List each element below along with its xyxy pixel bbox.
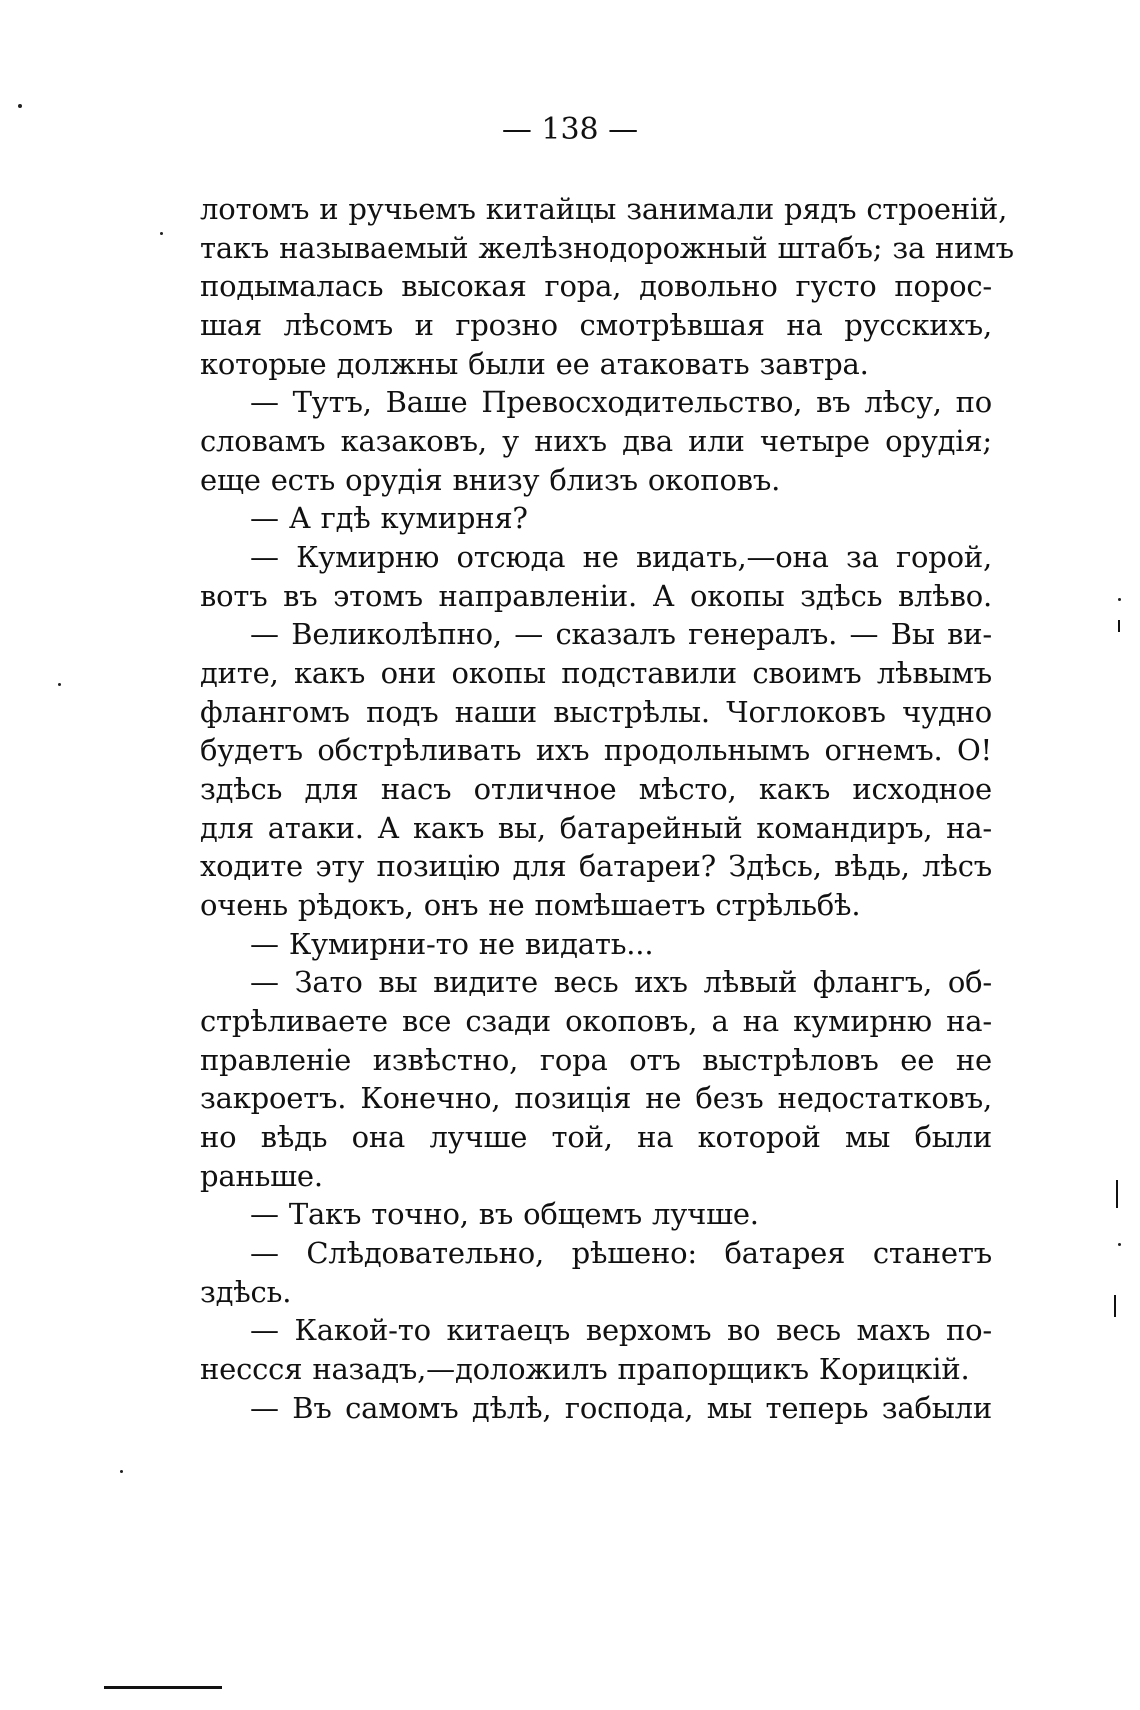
text-line: нессся назадъ,—доложилъ прапорщикъ Корицкій.: [200, 1352, 970, 1387]
scan-speck: [18, 104, 22, 108]
scan-mark: [1116, 1180, 1118, 1208]
text-line: раньше.: [200, 1158, 323, 1193]
text-line: вотъ въ этомъ направленіи. А окопы здѣсь влѣво.: [200, 578, 992, 613]
scan-mark: [1118, 620, 1120, 632]
text-line: правленіе извѣстно, гора отъ выстрѣловъ ее не: [200, 1042, 992, 1077]
text-line: здѣсь для насъ отличное мѣсто, какъ исходное: [200, 772, 992, 807]
text-line: словамъ казаковъ, у нихъ два или четыре орудія;: [200, 424, 992, 459]
dialogue-line: — Кумирню отсюда не видать,—она за горой,: [250, 540, 992, 575]
dialogue-line: — Такъ точно, въ общемъ лучше.: [250, 1197, 759, 1232]
text-line: шая лѣсомъ и грозно смотрѣвшая на русскихъ,: [200, 308, 992, 343]
text-line: такъ называемый желѣзнодорожный штабъ; за нимъ: [200, 230, 1014, 265]
scan-mark: [1114, 1295, 1116, 1317]
scan-speck: [1118, 1243, 1121, 1246]
text-line: закроетъ. Конечно, позиція не безъ недостатковъ,: [200, 1081, 992, 1116]
text-line: здѣсь.: [200, 1274, 292, 1309]
text-line: лотомъ и ручьемъ китайцы занимали рядъ строеній,: [200, 192, 1008, 226]
text-line: ходите эту позицію для батареи? Здѣсь, вѣдь, лѣсъ: [200, 849, 992, 884]
dialogue-line: — Въ самомъ дѣлѣ, господа, мы теперь забыли: [250, 1390, 992, 1425]
scan-speck: [160, 232, 163, 235]
text-line: но вѣдь она лучше той, на которой мы были: [200, 1120, 992, 1155]
dialogue-line: — Великолѣпно, — сказалъ генералъ. — Вы ви-: [250, 617, 992, 652]
scan-speck: [58, 683, 61, 686]
dialogue-line: — Тутъ, Ваше Превосходительство, въ лѣсу, по: [250, 385, 992, 420]
dialogue-line: — Кумирни-то не видать...: [250, 926, 654, 961]
dialogue-line: — А гдѣ кумирня?: [250, 501, 528, 536]
dialogue-line: — Слѣдовательно, рѣшено: батарея станетъ: [250, 1236, 992, 1271]
text-line: дите, какъ они окопы подставили своимъ лѣвымъ: [200, 656, 992, 691]
text-line: будетъ обстрѣливать ихъ продольнымъ огнемъ. О!: [200, 733, 992, 768]
text-line: очень рѣдокъ, онъ не помѣшаетъ стрѣльбѣ.: [200, 888, 861, 923]
text-line: для атаки. А какъ вы, батарейный командиръ, на-: [200, 810, 992, 845]
text-line: которые должны были ее атаковать завтра.: [200, 346, 869, 381]
scan-edge-mark: [104, 1686, 222, 1689]
text-line: флангомъ подъ наши выстрѣлы. Чоглоковъ чудно: [200, 694, 992, 729]
text-line: еще есть орудія внизу близъ окоповъ.: [200, 462, 781, 497]
body-text: [200, 190, 1014, 1428]
page-number: — 138 —: [501, 112, 639, 147]
dialogue-line: — Зато вы видите весь ихъ лѣвый флангъ, об-: [250, 965, 992, 1000]
text-line: стрѣливаете все сзади окоповъ, а на кумирню на-: [200, 1004, 992, 1039]
scan-speck: [120, 1470, 123, 1473]
text-line: подымалась высокая гора, довольно густо порос-: [200, 269, 992, 304]
scan-speck: [1118, 598, 1121, 601]
dialogue-line: — Какой-то китаецъ верхомъ во весь махъ по-: [250, 1313, 992, 1348]
